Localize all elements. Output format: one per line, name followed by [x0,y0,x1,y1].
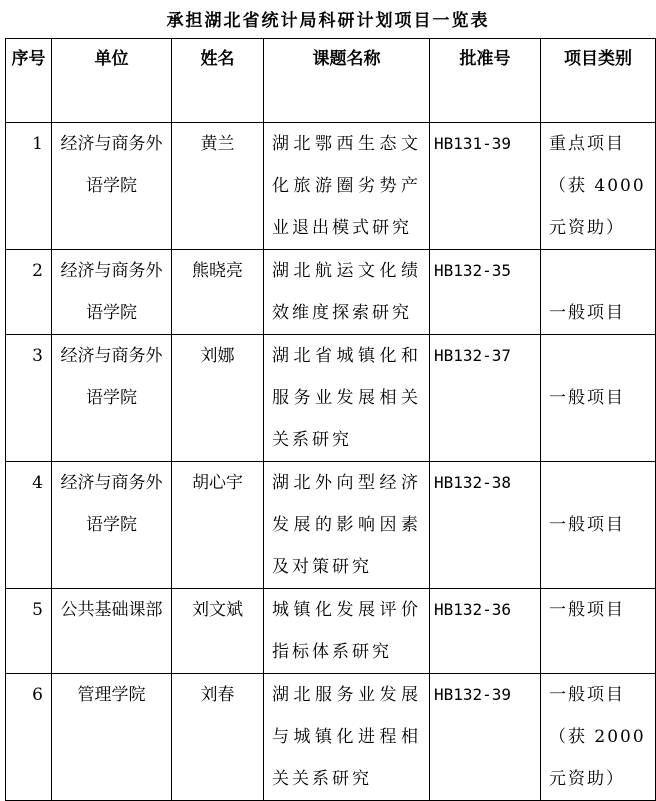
cell-code: HB132-38 [430,462,541,589]
cell-category: 一般项目（获 2000 元资助） [541,674,656,801]
header-seq: 序号 [6,39,52,123]
table-row [6,674,656,801]
cell-unit: 管理学院 [52,674,172,801]
table-row [6,589,656,674]
cell-topic: 湖北省城镇化和服务业发展相关关系研究 [264,335,430,462]
cell-category: 重点项目（获 4000 元资助） [541,123,656,250]
cell-code: HB132-39 [430,674,541,801]
document-title: 承担湖北省统计局科研计划项目一览表 [166,11,490,31]
cell-unit: 经济与商务外语学院 [52,335,172,462]
header-unit: 单位 [52,39,172,123]
cell-topic: 湖北鄂西生态文化旅游圈劣势产业退出模式研究 [264,123,430,250]
cell-name: 黄兰 [172,123,264,250]
project-table [5,38,656,801]
cell-seq: 3 [6,335,52,462]
cell-category: 一般项目 [541,250,656,335]
cell-code: HB132-35 [430,250,541,335]
cell-seq: 2 [6,250,52,335]
header-row [6,39,656,123]
cell-category: 一般项目 [541,589,656,674]
cell-name: 刘文斌 [172,589,264,674]
cell-unit: 经济与商务外语学院 [52,250,172,335]
cell-topic: 湖北航运文化绩效维度探索研究 [264,250,430,335]
table-row [6,250,656,335]
cell-seq: 5 [6,589,52,674]
cell-topic: 湖北服务业发展与城镇化进程相关关系研究 [264,674,430,801]
cell-topic: 湖北外向型经济发展的影响因素及对策研究 [264,462,430,589]
cell-seq: 6 [6,674,52,801]
cell-unit: 经济与商务外语学院 [52,123,172,250]
header-name: 姓名 [172,39,264,123]
cell-code: HB132-37 [430,335,541,462]
cell-name: 刘春 [172,674,264,801]
cell-name: 刘娜 [172,335,264,462]
cell-category: 一般项目 [541,462,656,589]
cell-name: 胡心宇 [172,462,264,589]
cell-topic: 城镇化发展评价指标体系研究 [264,589,430,674]
header-code: 批准号 [430,39,541,123]
cell-name: 熊晓亮 [172,250,264,335]
header-topic: 课题名称 [264,39,430,123]
cell-seq: 4 [6,462,52,589]
table-row [6,335,656,462]
table-row [6,123,656,250]
cell-category: 一般项目 [541,335,656,462]
cell-code: HB132-36 [430,589,541,674]
cell-seq: 1 [6,123,52,250]
cell-unit: 公共基础课部 [52,589,172,674]
cell-code: HB131-39 [430,123,541,250]
cell-unit: 经济与商务外语学院 [52,462,172,589]
table-row [6,462,656,589]
header-category: 项目类别 [541,39,656,123]
